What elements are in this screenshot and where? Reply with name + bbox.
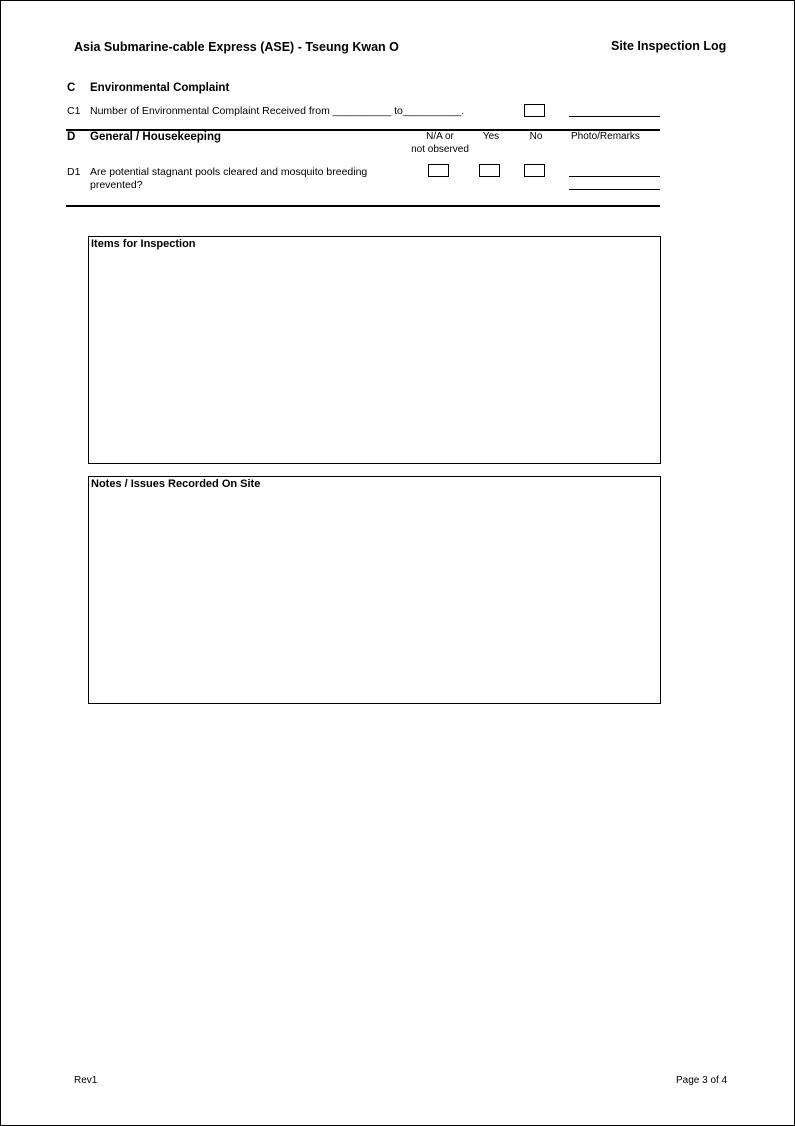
c1-remarks-line[interactable] xyxy=(569,116,660,117)
d1-yes-checkbox[interactable] xyxy=(479,164,500,177)
col-no: No xyxy=(529,131,543,142)
item-c1-code: C1 xyxy=(67,105,81,117)
item-c1-text: Number of Environmental Complaint Received from __________ to__________. xyxy=(90,105,465,117)
col-yes: Yes xyxy=(482,131,500,142)
notes-issues-title: Notes / Issues Recorded On Site xyxy=(91,478,261,490)
document-title: Asia Submarine-cable Express (ASE) - Tseung Kwan O xyxy=(74,40,399,54)
col-na-line1: N/A or xyxy=(426,131,454,142)
section-c-code: C xyxy=(67,82,76,94)
items-for-inspection-box[interactable] xyxy=(88,236,661,464)
item-d1-text-line2: prevented? xyxy=(90,179,143,191)
col-remarks: Photo/Remarks xyxy=(571,131,640,142)
item-d1-text-line1: Are potential stagnant pools cleared and mosquito breeding xyxy=(90,166,368,178)
c1-checkbox[interactable] xyxy=(524,104,545,117)
col-na-line2: not observed xyxy=(411,144,469,155)
revision-label: Rev1 xyxy=(74,1075,98,1086)
section-d-title: General / Housekeeping xyxy=(90,131,222,143)
d1-remarks-line-1[interactable] xyxy=(569,176,660,177)
item-d1-code: D1 xyxy=(67,166,81,178)
notes-issues-box[interactable] xyxy=(88,476,661,704)
section-d-code: D xyxy=(67,131,76,143)
section-c-title: Environmental Complaint xyxy=(90,82,230,94)
log-title: Site Inspection Log xyxy=(611,39,727,53)
d1-no-checkbox[interactable] xyxy=(524,164,545,177)
section-end-divider xyxy=(66,205,660,207)
items-for-inspection-title: Items for Inspection xyxy=(91,238,196,250)
d1-na-checkbox[interactable] xyxy=(428,164,449,177)
d1-remarks-line-2[interactable] xyxy=(569,189,660,190)
page-number: Page 3 of 4 xyxy=(676,1075,728,1086)
